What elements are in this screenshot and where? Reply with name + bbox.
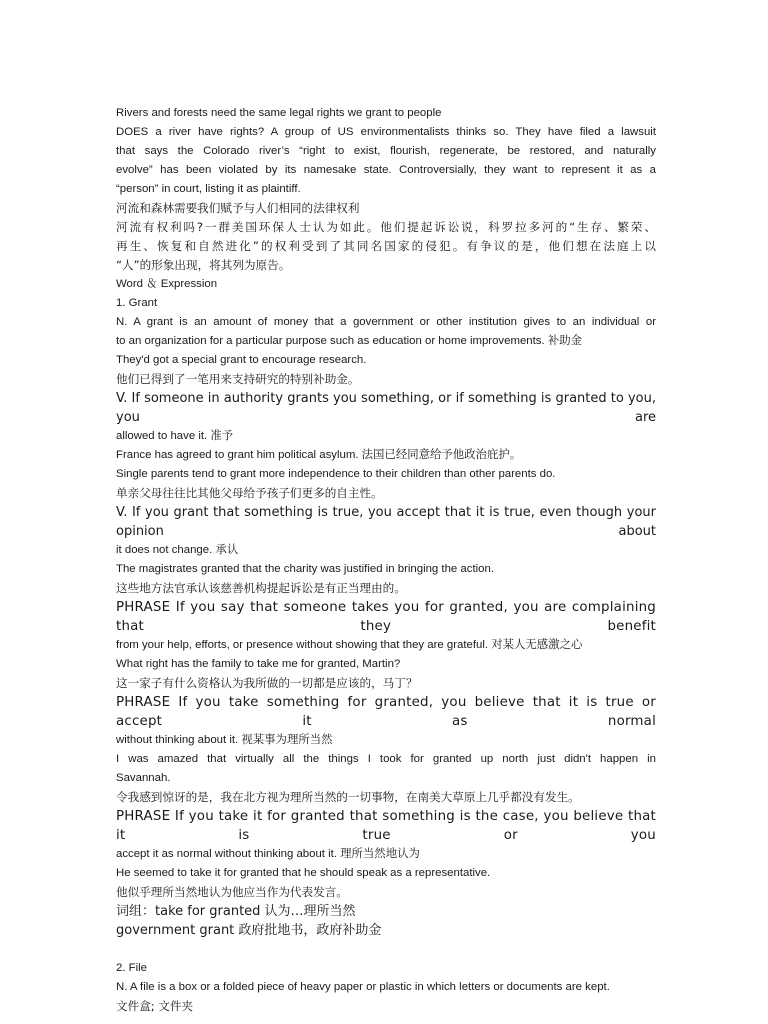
text-line: PHRASE If you take it for granted that something is the case, you believe that it is true or you (116, 809, 656, 843)
text-line: 这一家子有什么资格认为我所做的一切都是应该的，马丁？ (116, 676, 418, 690)
text-line: to an organization for a particular purpose such as education or home improvements. 补助金 (116, 335, 582, 347)
text-line: 单亲父母往往比其他父母给予孩子们更多的自主性。 (116, 486, 383, 500)
text-line: allowed to have it. 准予 (116, 430, 234, 442)
text-line: V. If you grant that something is true, you accept that it is true, even though your opinion about (116, 505, 656, 539)
text-line: 令我感到惊讶的是，我在北方视为理所当然的一切事物，在南美大草原上几乎都没有发生。 (116, 790, 580, 804)
text-line: 河流有权利吗?一群美国环保人士认为如此。他们提起诉讼说，科罗拉多河的“生存、繁荣、 (116, 220, 656, 234)
text-line: 1. Grant (116, 297, 158, 309)
text-line: V. If someone in authority grants you something, or if something is granted to you, you are (116, 391, 656, 425)
text-line: 他似乎理所当然地认为他应当作为代表发言。 (116, 885, 348, 899)
text-line: “人”的形象出现，将其列为原告。 (116, 258, 291, 272)
text-line: Word ＆ Expression (116, 278, 218, 290)
text-line: it does not change. 承认 (116, 544, 239, 556)
text-line: Savannah. (116, 772, 171, 784)
text-line: 文件盒; 文件夹 (116, 999, 194, 1013)
text-line: 这些地方法官承认该慈善机构提起诉讼是有正当理由的。 (116, 581, 406, 595)
text-line: evolve” has been violated by its namesake state. Controversially, they want to represent it as a (116, 164, 656, 176)
text-line: Rivers and forests need the same legal rights we grant to people (116, 107, 442, 119)
text-line (116, 940, 656, 959)
text-line: What right has the family to take me for granted, Martin? (116, 658, 401, 670)
text-line: Single parents tend to grant more independence to their children than other parents do. (116, 468, 556, 480)
text-line: “person” in court, listing it as plaintiff. (116, 183, 301, 195)
text-line: government grant 政府批地书，政府补助金 (116, 923, 382, 938)
text-line: 他们已得到了一笔用来支持研究的特别补助金。 (116, 372, 360, 386)
text-line: I was amazed that virtually all the things I took for granted up north just didn't happen in (116, 753, 656, 765)
document-page (116, 104, 656, 1016)
text-line: France has agreed to grant him political asylum. 法国已经同意给予他政治庇护。 (116, 449, 522, 461)
text-line: They'd got a special grant to encourage research. (116, 354, 367, 366)
text-line: He seemed to take it for granted that he should speak as a representative. (116, 867, 491, 879)
text-line: N. A grant is an amount of money that a government or other institution gives to an individual or (116, 316, 656, 328)
text-line: 再生、恢复和自然进化”的权利受到了其同名国家的侵犯。有争议的是，他们想在法庭上以 (116, 239, 656, 253)
text-line: that says the Colorado river’s “right to exist, flourish, regenerate, be restored, and naturally (116, 145, 656, 157)
text-line: 河流和森林需要我们赋予与人们相同的法律权利 (116, 201, 360, 215)
text-line: The magistrates granted that the charity was justified in bringing the action. (116, 563, 494, 575)
text-line: from your help, efforts, or presence without showing that they are grateful. 对某人无感激之心 (116, 639, 583, 651)
text-line: without thinking about it. 视某事为理所当然 (116, 734, 333, 746)
text-line: 词组：take for granted 认为…理所当然 (116, 904, 356, 919)
text-line: PHRASE If you take something for granted, you believe that it is true or accept it as normal (116, 695, 656, 729)
text-line: 2. File (116, 962, 148, 974)
text-line: N. A file is a box or a folded piece of heavy paper or plastic in which letters or documents are kept. (116, 981, 610, 993)
text-line: accept it as normal without thinking about it. 理所当然地认为 (116, 848, 420, 860)
text-line: DOES a river have rights? A group of US environmentalists thinks so. They have filed a lawsuit (116, 126, 656, 138)
text-line: PHRASE If you say that someone takes you for granted, you are complaining that they benefit (116, 600, 656, 634)
